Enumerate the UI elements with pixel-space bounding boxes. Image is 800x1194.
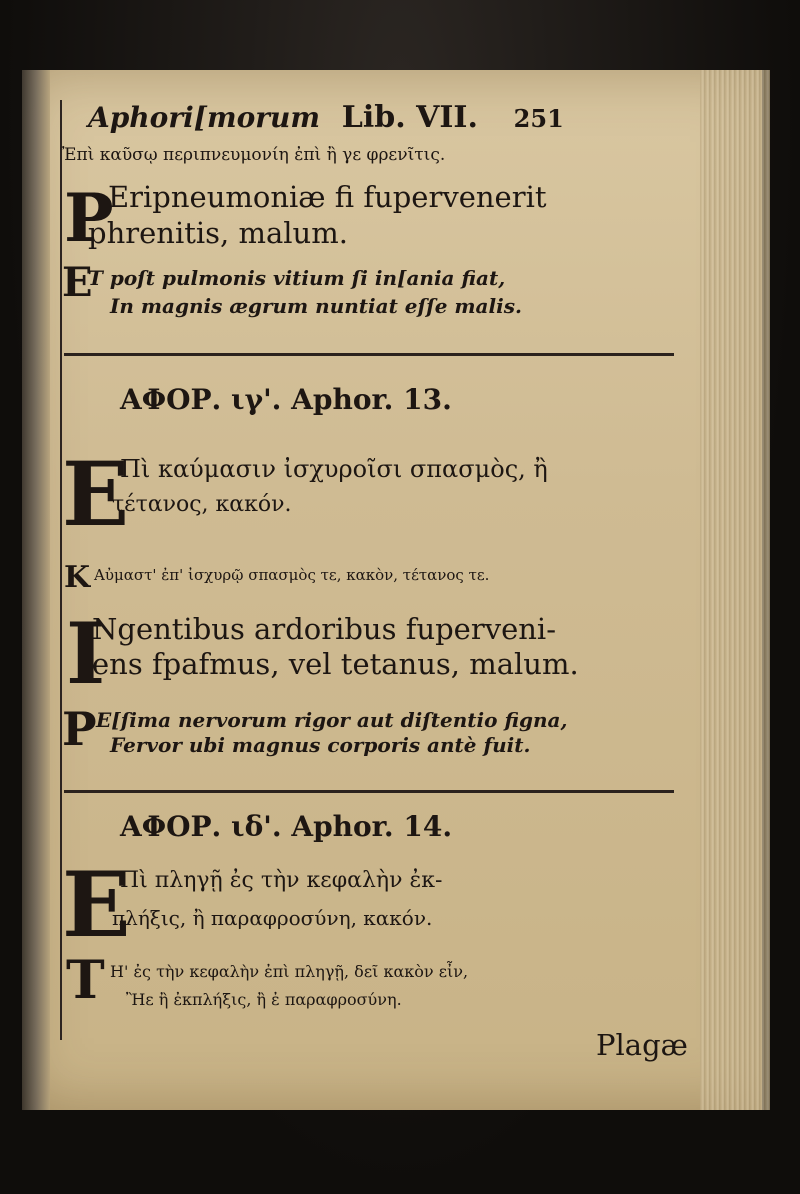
drop-cap: E — [62, 259, 93, 306]
aphorism-title: ΑΦΟΡ. ιδ'. Aphor. 14. — [120, 810, 453, 843]
greek-text-line: Η' ἐς τὴν κεφαλὴν ἐπὶ πληγῇ, δεῖ κακὸν εἶν, — [110, 962, 469, 981]
verse-line: T poſt pulmonis vitium ſi in[ania fiat, — [88, 266, 506, 290]
drop-cap: K — [64, 560, 91, 595]
section-divider — [64, 353, 674, 356]
running-title: Aphori[morum — [88, 101, 321, 134]
book-gutter — [22, 70, 50, 1110]
drop-cap: P — [64, 179, 114, 257]
verse-line: Fervor ubi magnus corporis antè fuit. — [110, 733, 531, 757]
greek-text-line: Πὶ καύμασιν ἰσχυροῖσι σπασμὸς, ἢ — [120, 455, 548, 483]
latin-text-line: ens fpafmus, vel tetanus, malum. — [92, 647, 579, 681]
verse-line: In magnis ægrum nuntiat eſſe malis. — [110, 294, 522, 318]
greek-text-line: Πὶ πληγῇ ἐς τὴν κεφαλὴν ἐκ- — [120, 868, 443, 893]
greek-text-line: πλήξις, ἢ παραφροσύνη, κακόν. — [112, 906, 433, 930]
drop-cap: E — [62, 442, 130, 546]
latin-text-line: Ngentibus ardoribus fuperveni- — [92, 612, 556, 646]
drop-cap: P — [62, 702, 97, 756]
aphorism-title: ΑΦΟΡ. ιγ'. Aphor. 13. — [120, 383, 452, 416]
greek-text-line: Αὐμαστ' ἐπ' ἰσχυρῷ σπασμὸς τε, κακὸν, τέτανος τε. — [94, 566, 490, 584]
verse-line: E[ſima nervorum rigor aut diſtentio figna, — [96, 708, 568, 732]
drop-cap: I — [66, 604, 106, 703]
section-divider — [64, 790, 674, 793]
page-number: 251 — [513, 104, 564, 133]
book-number: Lib. VII. — [341, 100, 478, 135]
drop-cap: E — [62, 852, 131, 958]
greek-text-line: Ἢε ἢ ἐκπλήξις, ἢ ἐ παραφροσύνη. — [126, 990, 402, 1009]
catchword: Plagæ — [596, 1028, 688, 1062]
latin-text-line: phrenitis, malum. — [88, 216, 348, 250]
drop-cap: T — [66, 950, 105, 1011]
page-edges — [700, 70, 770, 1110]
greek-text-line: Ἐπὶ καῦσῳ περιπνευμονίη ἐπὶ ἢ γε φρενῖτις. — [62, 145, 446, 165]
greek-text-line: τέτανος, κακόν. — [112, 492, 292, 517]
latin-text-line: Eripneumoniæ fi fupervenerit — [108, 180, 547, 214]
running-header — [88, 100, 564, 135]
